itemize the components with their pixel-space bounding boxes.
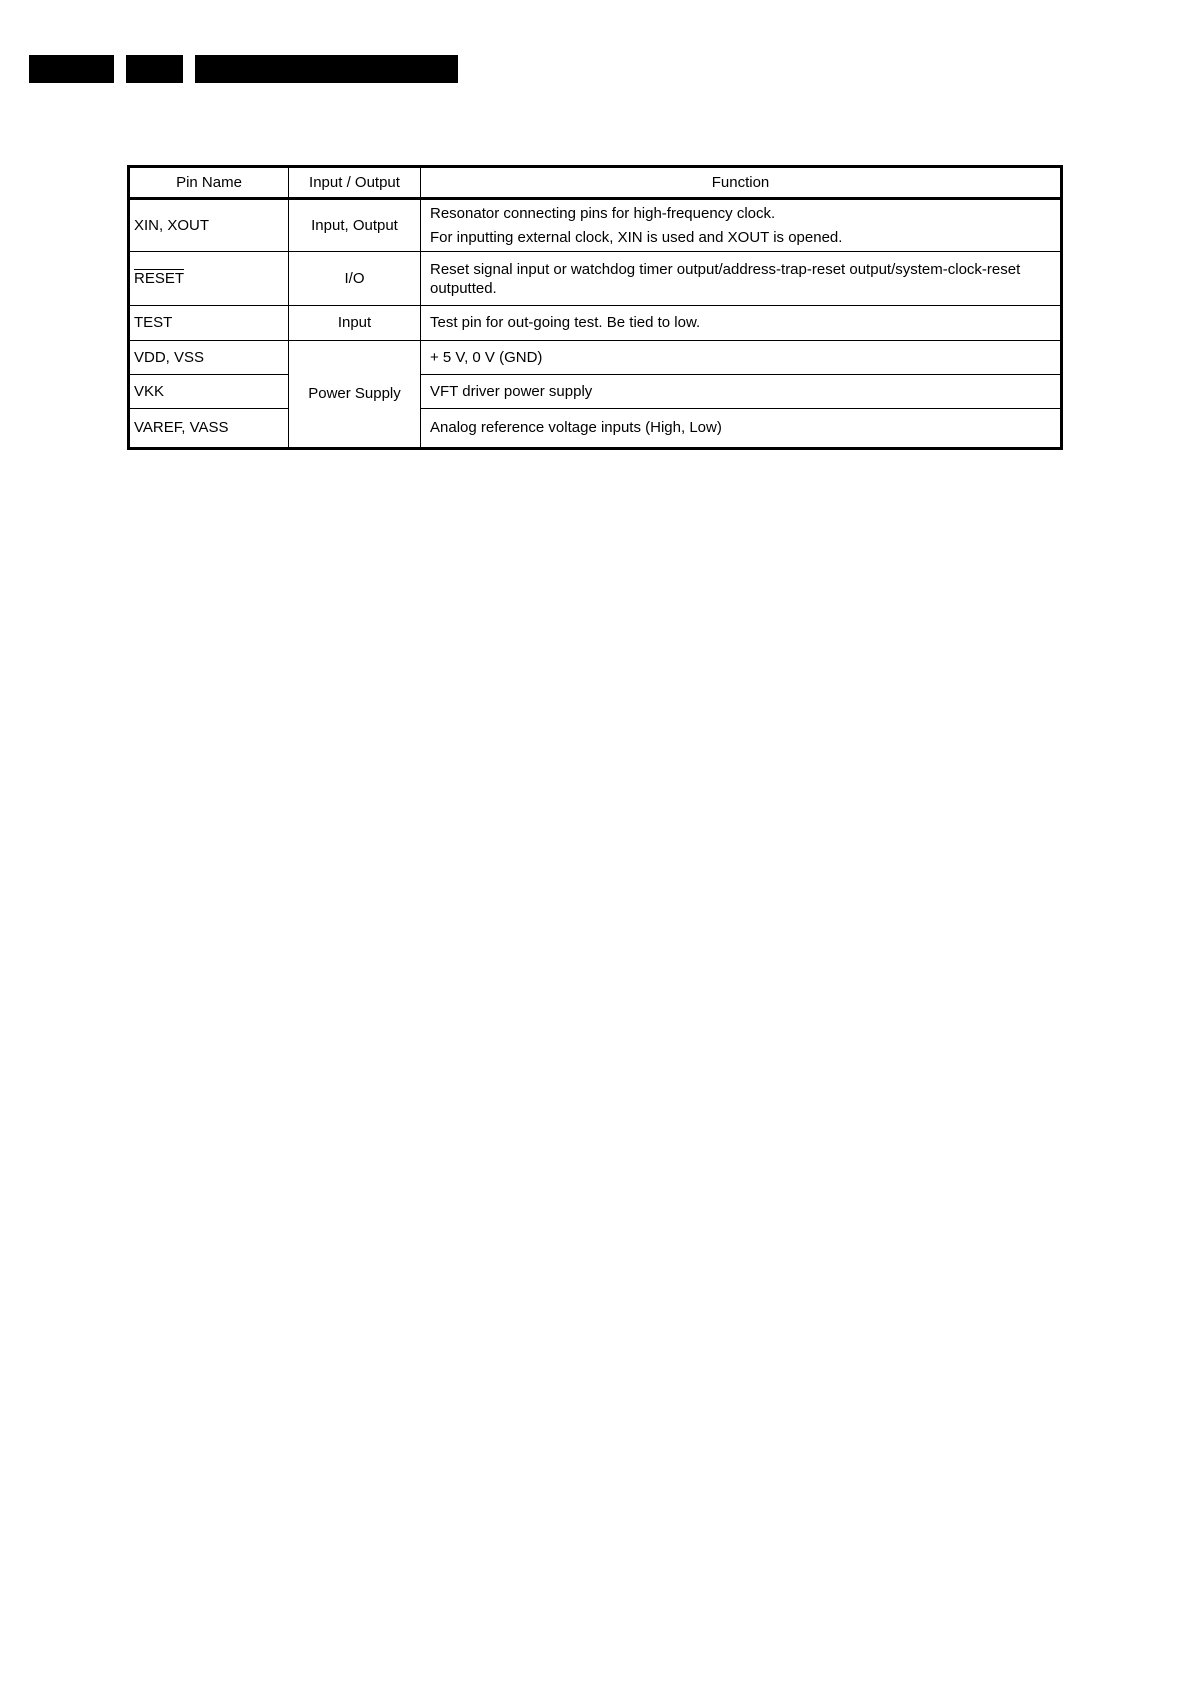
reset-pin-label: RESET [134, 270, 185, 288]
function-cell: + 5 V, 0 V (GND) [421, 340, 1062, 374]
pin-name-cell: TEST [129, 305, 289, 340]
header-bar-middle [126, 55, 183, 83]
table-row [129, 252, 1062, 305]
table-row [129, 340, 1062, 374]
pin-function-table [127, 165, 1063, 450]
pin-name-cell: VKK [129, 374, 289, 408]
io-cell: Input [289, 305, 421, 340]
function-text: Reset signal input or watchdog timer output/address-trap-reset output/system-clock-reset outputted. [430, 260, 1021, 297]
header-bar-left [29, 55, 114, 83]
header-input-output: Input / Output [289, 167, 421, 199]
function-cell [421, 252, 1062, 305]
function-line: For inputting external clock, XIN is used and XOUT is opened. [430, 228, 843, 246]
function-line: Resonator connecting pins for high-frequency clock. [430, 204, 776, 222]
table-row [129, 408, 1062, 448]
header-pin-name: Pin Name [129, 167, 289, 199]
io-cell-power-supply: Power Supply [289, 340, 421, 448]
function-cell: VFT driver power supply [421, 374, 1062, 408]
pin-name-cell: VDD, VSS [129, 340, 289, 374]
io-cell: I/O [289, 252, 421, 305]
function-cell [421, 199, 1062, 252]
pin-name-cell: XIN, XOUT [129, 199, 289, 252]
function-cell: Test pin for out-going test. Be tied to low. [421, 305, 1062, 340]
table-row [129, 374, 1062, 408]
pin-name-cell [129, 252, 289, 305]
table-row [129, 305, 1062, 340]
function-cell: Analog reference voltage inputs (High, Low) [421, 408, 1062, 448]
pin-name-cell: VAREF, VASS [129, 408, 289, 448]
header-bar-right [195, 55, 458, 83]
io-cell: Input, Output [289, 199, 421, 252]
table-row [129, 199, 1062, 252]
header-function: Function [421, 167, 1062, 199]
table-header-row [129, 167, 1062, 199]
